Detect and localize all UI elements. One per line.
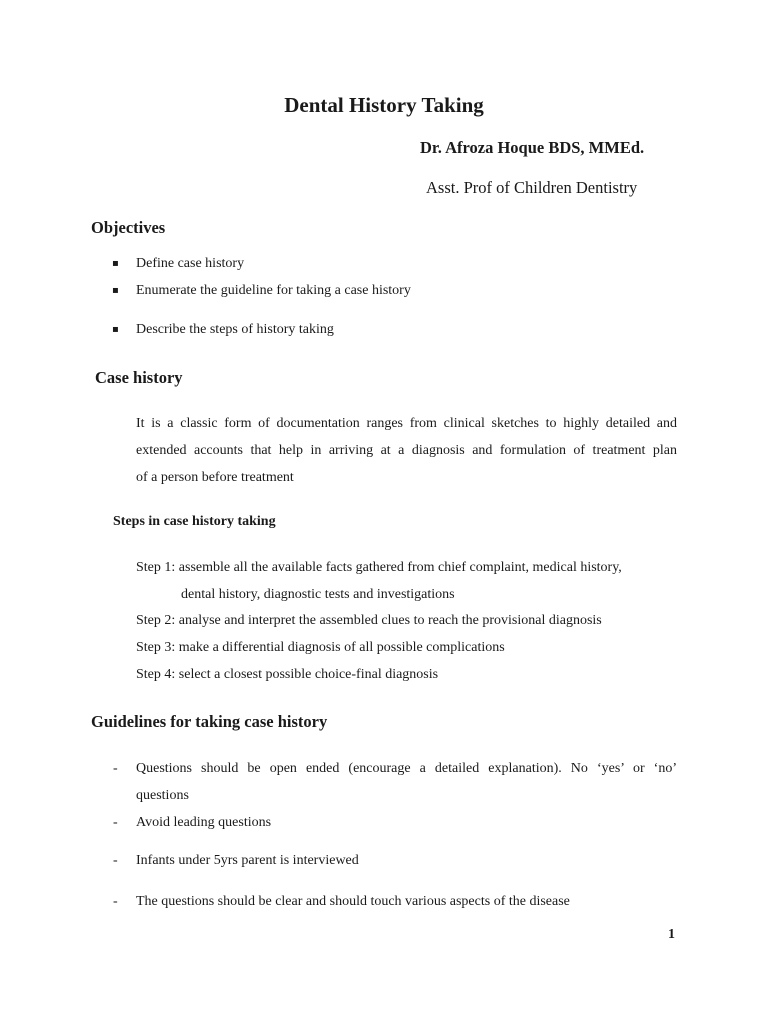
bullet-marker: ▪ bbox=[112, 285, 119, 296]
step-line: Step 1: assemble all the available facts gathered from chief complaint, medical history, bbox=[136, 560, 622, 575]
step-line: Step 3: make a differential diagnosis of all possible complications bbox=[136, 640, 505, 655]
dash-marker: - bbox=[113, 894, 118, 909]
objectives-heading: Objectives bbox=[91, 218, 166, 237]
step-line: Step 2: analyse and interpret the assembled clues to reach the provisional diagnosis bbox=[136, 613, 602, 628]
step-line: Step 4: select a closest possible choice-final diagnosis bbox=[136, 667, 439, 682]
case-history-heading: Case history bbox=[95, 368, 183, 387]
guideline-continuation: questions bbox=[136, 788, 189, 803]
steps-heading: Steps in case history taking bbox=[113, 514, 276, 529]
paragraph-line: extended accounts that help in arriving at a diagnosis and formulation of treatment plan bbox=[136, 443, 677, 458]
dash-marker: - bbox=[113, 761, 118, 776]
step-continuation: dental history, diagnostic tests and investigations bbox=[181, 587, 455, 602]
objective-item: Describe the steps of history taking bbox=[136, 322, 334, 337]
dash-marker: - bbox=[113, 853, 118, 868]
guideline-item: The questions should be clear and should touch various aspects of the disease bbox=[136, 894, 570, 909]
objective-item: Define case history bbox=[136, 256, 245, 271]
guideline-item: Infants under 5yrs parent is interviewed bbox=[136, 853, 359, 868]
paragraph-line: It is a classic form of documentation ranges from clinical sketches to highly detailed and bbox=[136, 416, 677, 431]
dash-marker: - bbox=[113, 815, 118, 830]
author-line: Dr. Afroza Hoque BDS, MMEd. bbox=[420, 138, 645, 157]
document-title: Dental History Taking bbox=[284, 93, 484, 117]
guideline-item: Questions should be open ended (encourage a detailed explanation). No ‘yes’ or ‘no’ bbox=[136, 761, 677, 776]
guideline-item: Avoid leading questions bbox=[136, 815, 272, 830]
bullet-marker: ▪ bbox=[112, 258, 119, 269]
bullet-marker: ▪ bbox=[112, 324, 119, 335]
guidelines-heading: Guidelines for taking case history bbox=[91, 712, 328, 731]
author-position: Asst. Prof of Children Dentistry bbox=[426, 178, 638, 197]
page-number: 1 bbox=[668, 927, 675, 942]
paragraph-line: of a person before treatment bbox=[136, 470, 294, 485]
objective-item: Enumerate the guideline for taking a case history bbox=[136, 283, 411, 298]
